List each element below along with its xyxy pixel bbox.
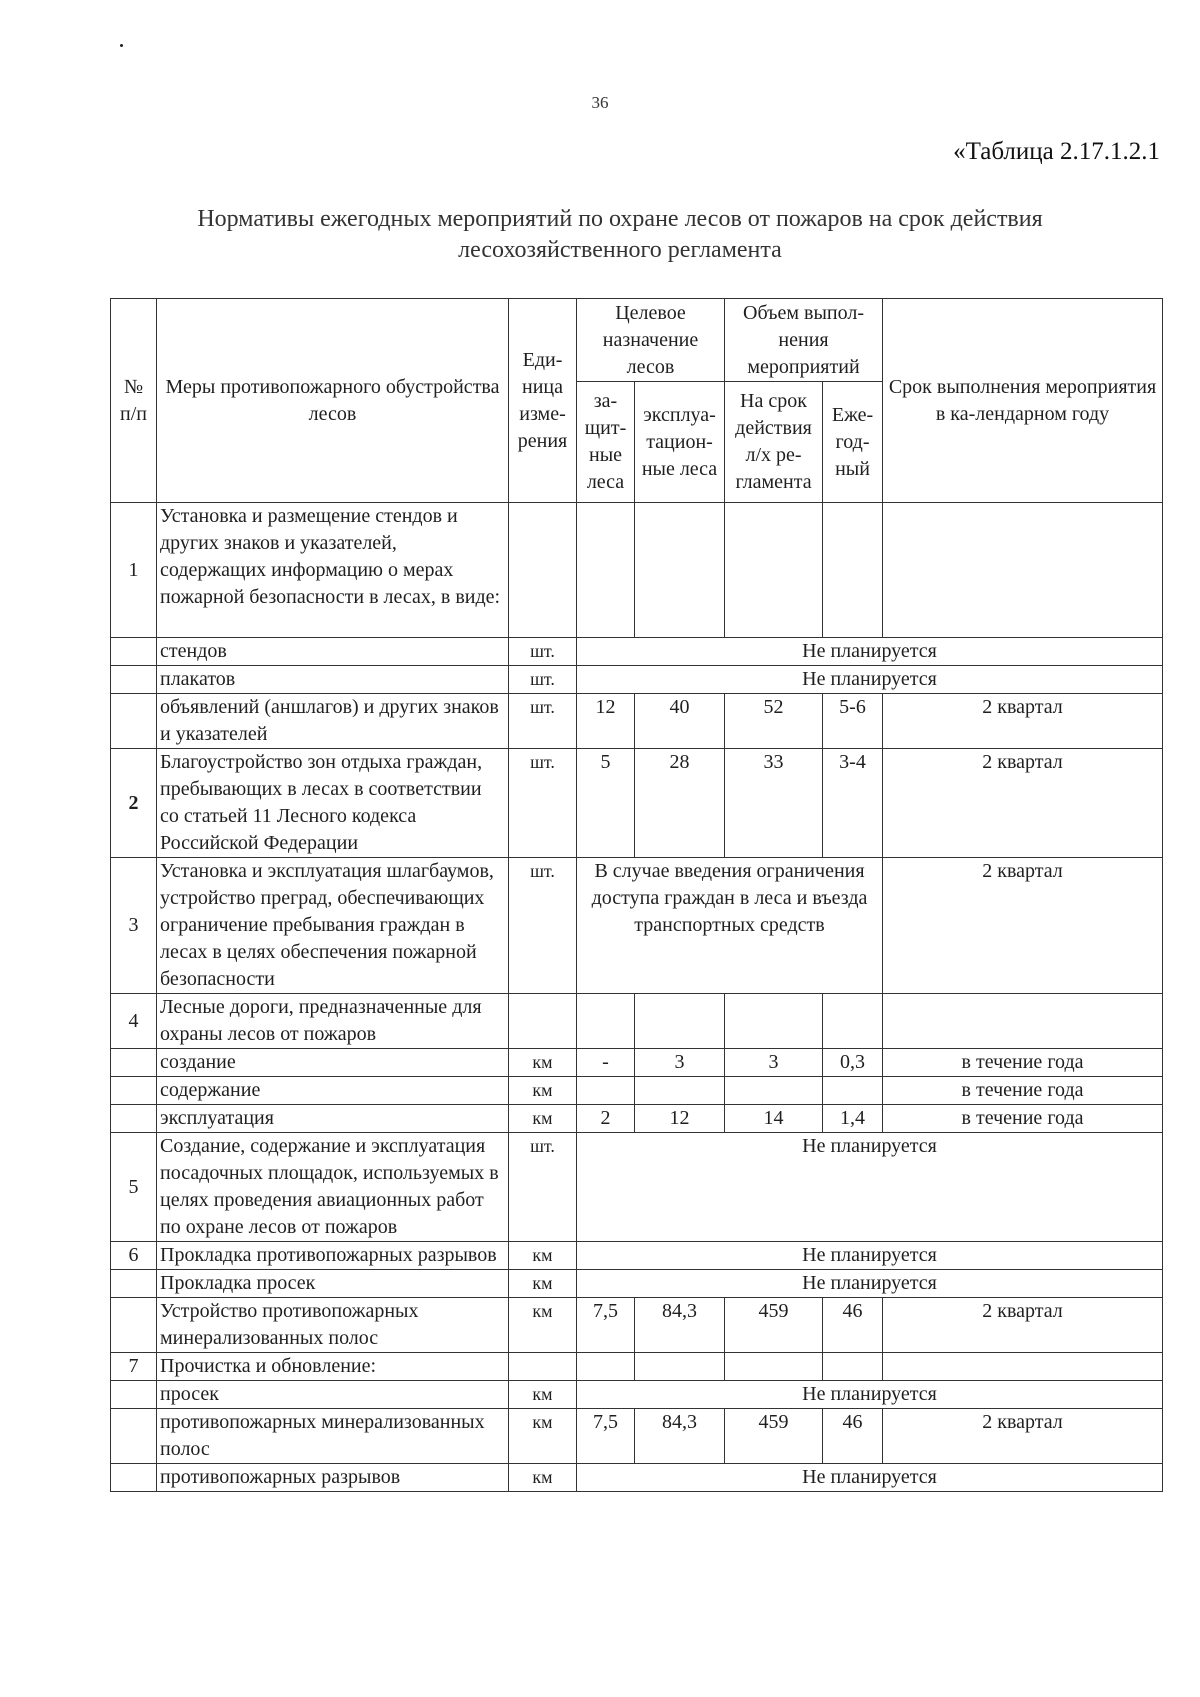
title-line-2: лесохозяйственного регламента	[458, 237, 782, 263]
title-line-1: Нормативы ежегодных мероприятий по охране лесов от пожаров на срок действия	[197, 206, 1043, 232]
row-number: 1	[111, 503, 157, 638]
table-row	[111, 1049, 1163, 1077]
table-row	[111, 666, 1163, 694]
row-note: Не планируется	[577, 1242, 1163, 1270]
row-exploit: 40	[635, 694, 725, 749]
row-note: Не планируется	[577, 1464, 1163, 1492]
table-row	[111, 1381, 1163, 1409]
row-deadline: в течение года	[883, 1077, 1163, 1105]
table-row	[111, 1133, 1163, 1242]
row-unit: км	[509, 1381, 577, 1409]
row-unit: км	[509, 1105, 577, 1133]
row-text: Лесные дороги, предназначенные для охраны лесов от пожаров	[157, 994, 509, 1049]
row-unit: км	[509, 1298, 577, 1353]
row-exploit: 84,3	[635, 1298, 725, 1353]
header-period: На срок действия л/х ре-гламента	[725, 382, 823, 503]
row-note: Не планируется	[577, 1133, 1163, 1242]
row-protective: -	[577, 1049, 635, 1077]
header-measures: Меры противопожарного обустройства лесов	[157, 299, 509, 503]
row-deadline: 2 квартал	[883, 858, 1163, 994]
row-number: 7	[111, 1353, 157, 1381]
header-annual: Еже-год-ный	[823, 382, 883, 503]
row-deadline: 2 квартал	[883, 749, 1163, 858]
row-unit: км	[509, 1409, 577, 1464]
row-annual: 0,3	[823, 1049, 883, 1077]
row-text: противопожарных разрывов	[157, 1464, 509, 1492]
table-row	[111, 1077, 1163, 1105]
row-annual: 46	[823, 1298, 883, 1353]
row-text: содержание	[157, 1077, 509, 1105]
table-row	[111, 1464, 1163, 1492]
table-row	[111, 1409, 1163, 1464]
table-row	[111, 858, 1163, 994]
row-text: эксплуатация	[157, 1105, 509, 1133]
scan-dot	[120, 44, 123, 47]
document-title	[110, 204, 1130, 266]
row-unit: км	[509, 1049, 577, 1077]
row-deadline: 2 квартал	[883, 1298, 1163, 1353]
row-exploit: 28	[635, 749, 725, 858]
header-volume: Объем выпол-нения мероприятий	[725, 299, 883, 382]
table-row	[111, 994, 1163, 1049]
header-unit: Еди-ница изме-рения	[509, 299, 577, 503]
table-row	[111, 749, 1163, 858]
row-annual: 46	[823, 1409, 883, 1464]
row-text: Создание, содержание и эксплуатация посадочных площадок, используемых в целях проведения авиационных работ по охране лесов от пожаров	[157, 1133, 509, 1242]
row-protective: 12	[577, 694, 635, 749]
table-row	[111, 503, 1163, 638]
row-protective: 5	[577, 749, 635, 858]
row-protective: 2	[577, 1105, 635, 1133]
row-unit: км	[509, 1270, 577, 1298]
row-number: 6	[111, 1242, 157, 1270]
row-text: Прокладка просек	[157, 1270, 509, 1298]
row-text: Устройство противопожарных минерализованных полос	[157, 1298, 509, 1353]
row-exploit: 3	[635, 1049, 725, 1077]
row-annual: 1,4	[823, 1105, 883, 1133]
row-unit: км	[509, 1077, 577, 1105]
row-number: 3	[111, 858, 157, 994]
row-unit: км	[509, 1242, 577, 1270]
row-text: Прокладка противопожарных разрывов	[157, 1242, 509, 1270]
row-text: просек	[157, 1381, 509, 1409]
row-unit: шт.	[509, 1133, 577, 1242]
row-note: В случае введения ограничения доступа граждан в леса и въезда транспортных средств	[577, 858, 883, 994]
header-no: № п/п	[111, 299, 157, 503]
table-row	[111, 1270, 1163, 1298]
row-deadline: 2 квартал	[883, 694, 1163, 749]
row-period: 459	[725, 1298, 823, 1353]
row-period: 14	[725, 1105, 823, 1133]
table-row	[111, 1353, 1163, 1381]
table-row	[111, 1105, 1163, 1133]
row-unit: км	[509, 1464, 577, 1492]
row-text: Прочистка и обновление:	[157, 1353, 509, 1381]
row-period: 33	[725, 749, 823, 858]
row-text: Установка и эксплуатация шлагбаумов, устройство преград, обеспечивающих ограничение пребывания граждан в лесах в целях обеспечения пожарной безопасности	[157, 858, 509, 994]
row-period: 459	[725, 1409, 823, 1464]
row-number: 2	[111, 749, 157, 858]
table-row	[111, 694, 1163, 749]
table-row	[111, 1298, 1163, 1353]
row-note: Не планируется	[577, 666, 1163, 694]
row-number: 4	[111, 994, 157, 1049]
row-unit: шт.	[509, 666, 577, 694]
header-purpose: Целевое назначение лесов	[577, 299, 725, 382]
row-note: Не планируется	[577, 1270, 1163, 1298]
row-annual: 5-6	[823, 694, 883, 749]
row-text: создание	[157, 1049, 509, 1077]
table-row	[111, 1242, 1163, 1270]
row-deadline: 2 квартал	[883, 1409, 1163, 1464]
header-row-1	[111, 299, 1163, 382]
row-unit: шт.	[509, 638, 577, 666]
header-protective: за-щит-ные леса	[577, 382, 635, 503]
row-note: Не планируется	[577, 1381, 1163, 1409]
row-unit: шт.	[509, 858, 577, 994]
row-unit: шт.	[509, 694, 577, 749]
row-annual: 3-4	[823, 749, 883, 858]
row-deadline: в течение года	[883, 1105, 1163, 1133]
row-protective: 7,5	[577, 1298, 635, 1353]
row-number: 5	[111, 1133, 157, 1242]
row-text: Установка и размещение стендов и других знаков и указателей, содержащих информацию о мерах пожарной безопасности в лесах, в виде:	[157, 503, 509, 638]
table-row	[111, 638, 1163, 666]
row-text: плакатов	[157, 666, 509, 694]
row-period: 52	[725, 694, 823, 749]
row-text: Благоустройство зон отдыха граждан, пребывающих в лесах в соответствии со статьей 11 Лесного кодекса Российской Федерации	[157, 749, 509, 858]
header-exploit: эксплуа-тацион-ные леса	[635, 382, 725, 503]
row-exploit: 12	[635, 1105, 725, 1133]
row-protective: 7,5	[577, 1409, 635, 1464]
table-number: «Таблица 2.17.1.2.1	[953, 138, 1160, 165]
row-unit: шт.	[509, 749, 577, 858]
row-text: объявлений (аншлагов) и других знаков и указателей	[157, 694, 509, 749]
row-deadline: в течение года	[883, 1049, 1163, 1077]
row-note: Не планируется	[577, 638, 1163, 666]
page-number: 36	[591, 93, 609, 112]
header-deadline: Срок выполнения мероприятия в ка-лендарном году	[883, 299, 1163, 503]
fire-measures-table	[110, 298, 1163, 1492]
row-text: противопожарных минерализованных полос	[157, 1409, 509, 1464]
row-period: 3	[725, 1049, 823, 1077]
row-text: стендов	[157, 638, 509, 666]
row-exploit: 84,3	[635, 1409, 725, 1464]
